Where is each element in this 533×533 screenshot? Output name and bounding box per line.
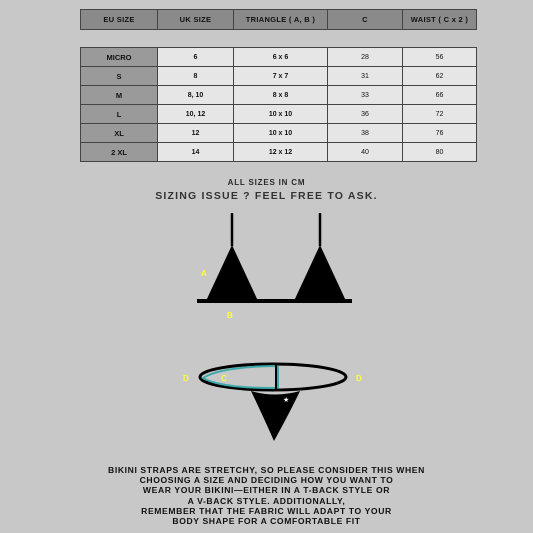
left-triangle-cup	[206, 245, 258, 301]
header-waist: WAIST ( C x 2 )	[403, 10, 477, 30]
units-note: ALL SIZES IN CM	[227, 178, 306, 187]
footer-line: CHOOSING A SIZE AND DECIDING HOW YOU WANT TO	[139, 475, 394, 486]
triangle-cell: 10 x 10	[234, 105, 328, 124]
waist-cell: 80	[403, 143, 477, 162]
triangle-cell: 12 x 12	[234, 143, 328, 162]
footer-line: BODY SHAPE FOR A COMFORTABLE FIT	[172, 516, 361, 527]
triangle-cell: 10 x 10	[234, 124, 328, 143]
waist-cell: 76	[403, 124, 477, 143]
ask-note: SIZING ISSUE ? FEEL FREE TO ASK.	[155, 190, 378, 202]
eu-size-cell: XL	[81, 124, 158, 143]
label-d-left: D	[183, 374, 189, 383]
uk-size-cell: 14	[158, 143, 234, 162]
triangle-cell: 8 x 8	[234, 86, 328, 105]
c-cell: 33	[328, 86, 403, 105]
waist-cell: 72	[403, 105, 477, 124]
waist-cell: 62	[403, 67, 477, 86]
eu-size-cell: S	[81, 67, 158, 86]
uk-size-cell: 6	[158, 48, 234, 67]
c-cell: 38	[328, 124, 403, 143]
bikini-bottom-illustration	[183, 364, 362, 441]
label-a: A	[201, 269, 207, 278]
header-triangle: TRIANGLE ( A, B )	[234, 10, 328, 30]
label-c: C	[221, 374, 227, 383]
triangle-cell: 6 x 6	[234, 48, 328, 67]
footer-line: REMEMBER THAT THE FABRIC WILL ADAPT TO YOUR	[141, 505, 392, 516]
footer-line: WEAR YOUR BIKINI—EITHER IN A T-BACK STYLE OR	[142, 485, 391, 496]
bikini-top-illustration	[197, 213, 352, 320]
c-cell: 31	[328, 67, 403, 86]
eu-size-cell: MICRO	[81, 48, 158, 67]
waist-cell: 66	[403, 86, 477, 105]
uk-size-cell: 8	[158, 67, 234, 86]
right-triangle-cup	[294, 245, 346, 301]
footer-line: BIKINI STRAPS ARE STRETCHY, SO PLEASE CONSIDER THIS WHEN	[108, 465, 425, 475]
eu-size-cell: M	[81, 86, 158, 105]
stretch-note	[0, 465, 533, 526]
header-eu-size: EU SIZE	[81, 10, 158, 30]
c-cell: 28	[328, 48, 403, 67]
c-cell: 40	[328, 143, 403, 162]
label-d-right: D	[356, 374, 362, 383]
header-uk-size: UK SIZE	[158, 10, 234, 30]
eu-size-cell: L	[81, 105, 158, 124]
footer-line: A V-BACK STYLE. ADDITIONALLY,	[187, 495, 346, 506]
bottom-piece	[251, 391, 300, 441]
eu-size-cell: 2 XL	[81, 143, 158, 162]
c-cell: 36	[328, 105, 403, 124]
uk-size-cell: 12	[158, 124, 234, 143]
triangle-cell: 7 x 7	[234, 67, 328, 86]
star-icon: ★	[283, 396, 290, 404]
uk-size-cell: 8, 10	[158, 86, 234, 105]
header-c: C	[328, 10, 403, 30]
uk-size-cell: 10, 12	[158, 105, 234, 124]
label-b: B	[227, 311, 233, 320]
waist-cell: 56	[403, 48, 477, 67]
